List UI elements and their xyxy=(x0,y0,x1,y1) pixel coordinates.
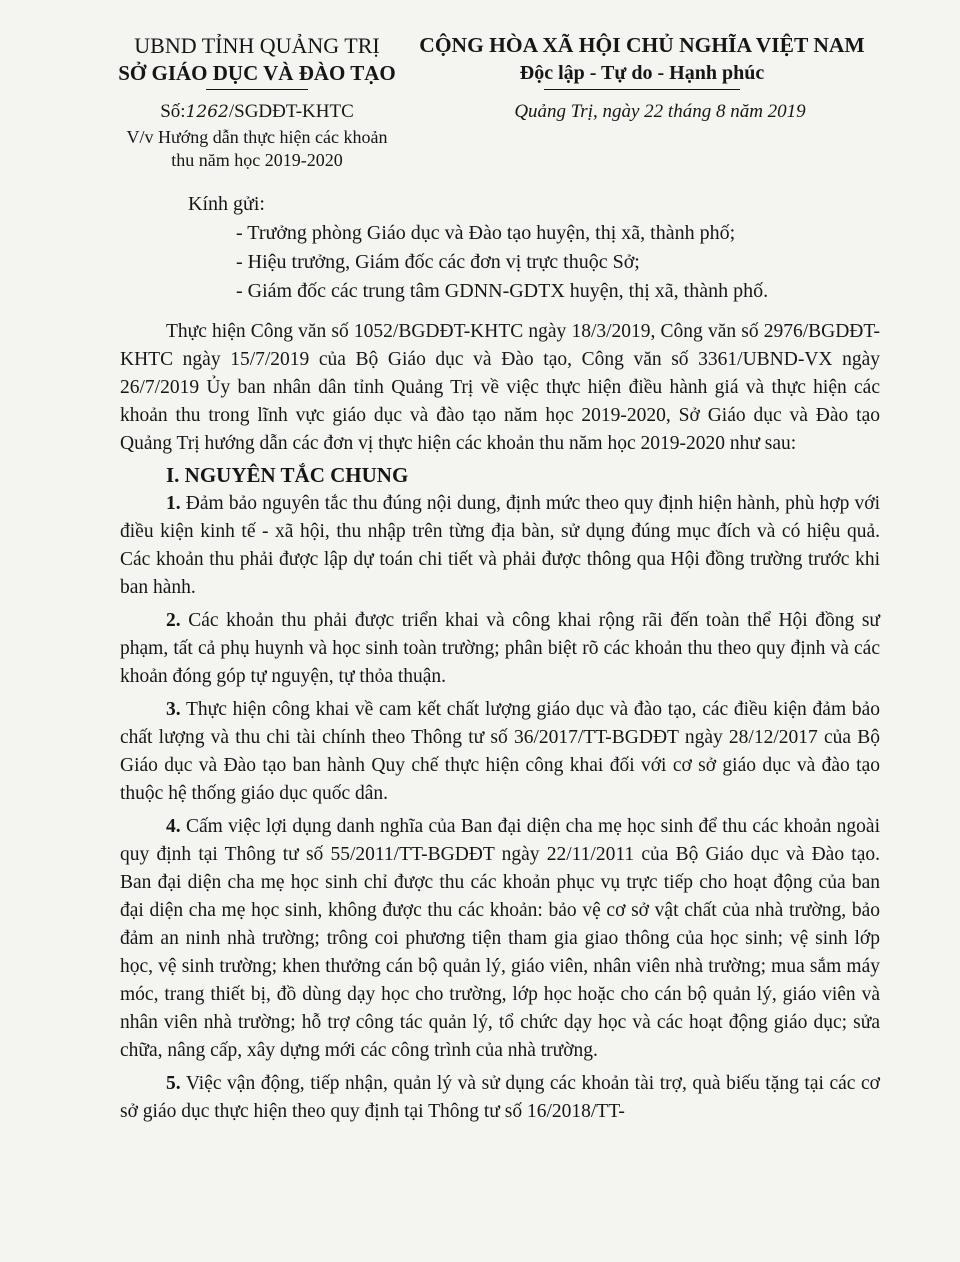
recipients-block xyxy=(188,190,768,306)
subject-line: thu năm học 2019-2020 xyxy=(171,150,343,170)
national-header xyxy=(402,32,882,90)
number-prefix: Số: xyxy=(160,101,186,122)
recipient-item: - Giám đốc các trung tâm GDNN-GDTX huyện, thị xã, thành phố. xyxy=(236,280,769,302)
item-number: 3. xyxy=(166,699,181,720)
item-text: Cấm việc lợi dụng danh nghĩa của Ban đại diện cha mẹ học sinh để thu các khoản ngoài quy định tại Thông tư số 55/2011/TT-BGDĐT ngày 22/11/2011 của Bộ Giáo dục và Đào tạo. Ban đại diện cha mẹ học sinh chỉ được thu các khoản phục vụ trực tiếp cho hoạt động của ban đại diện cha mẹ học sinh, không được thu các khoản: bảo vệ cơ sở vật chất của nhà trường, bảo đảm an ninh nhà trường; trông coi phương tiện tham gia giao thông của học sinh; vệ sinh lớp học, vệ sinh trường; khen thưởng cán bộ quản lý, giáo viên, nhân viên nhà trường; mua sắm máy móc, trang thiết bị, đồ dùng dạy học cho trường, lớp học hoặc cho cán bộ quản lý, giáo viên và nhân viên nhà trường; hỗ trợ công tác quản lý, tổ chức dạy học và các hoạt động giáo dục; sửa chữa, nâng cấp, xây dựng mới các công trình của nhà trường. xyxy=(120,816,880,1061)
item-number: 2. xyxy=(166,610,181,631)
item-number: 4. xyxy=(166,816,181,837)
item-text: Thực hiện công khai về cam kết chất lượng giáo dục và đào tạo, các điều kiện đảm bảo chất lượng và thu chi tài chính theo Thông tư số 36/2017/TT-BGDĐT ngày 28/12/2017 của Bộ Giáo dục và Đào tạo ban hành Quy chế thực hiện công khai đối với cơ sở giáo dục và đào tạo thuộc hệ thống giáo dục quốc dân. xyxy=(120,699,880,804)
document-number xyxy=(92,100,422,124)
date-line xyxy=(470,100,850,124)
item-text: Các khoản thu phải được triển khai và công khai rộng rãi đến toàn thể Hội đồng sư phạm, tất cả phụ huynh và học sinh toàn trường; phân biệt rõ các khoản thu theo quy định và các khoản đóng góp tự nguyện, tự thỏa thuận. xyxy=(120,610,880,687)
subject-line: V/v Hướng dẫn thực hiện các khoản xyxy=(126,127,388,147)
date-prefix: Quảng Trị, ngày xyxy=(514,101,640,122)
national-motto: Độc lập - Tự do - Hạnh phúc xyxy=(519,62,765,84)
recipient-item: - Hiệu trưởng, Giám đốc các đơn vị trực thuộc Sở; xyxy=(236,251,640,273)
document-body xyxy=(120,318,880,1126)
recipient-item: - Trưởng phòng Giáo dục và Đào tạo huyện, thị xã, thành phố; xyxy=(236,222,736,244)
handwritten-day: 22 xyxy=(644,101,664,122)
national-title: CỘNG HÒA XÃ HỘI CHỦ NGHĨA VIỆT NAM xyxy=(419,33,865,57)
principle-item-1 xyxy=(120,490,880,602)
number-code: /SGDĐT-KHTC xyxy=(228,101,354,122)
document-subject xyxy=(92,126,422,172)
date-suffix: tháng 8 năm 2019 xyxy=(667,101,806,122)
intro-paragraph: Thực hiện Công văn số 1052/BGDĐT-KHTC ngày 18/3/2019, Công văn số 2976/BGDĐT-KHTC ngày 15/7/2019 của Bộ Giáo dục và Đào tạo, Công văn số 3361/UBND-VX ngày 26/7/2019 Ủy ban nhân dân tỉnh Quảng Trị về việc thực hiện điều hành giá và thực hiện các khoản thu trong lĩnh vực giáo dục và đào tạo năm học 2019-2020, Sở Giáo dục và Đào tạo Quảng Trị hướng dẫn các đơn vị thực hiện các khoản thu năm học 2019-2020 như sau: xyxy=(120,321,880,454)
recipients-label: Kính gửi: xyxy=(188,193,265,215)
item-number: 1. xyxy=(166,493,181,514)
principle-item-3 xyxy=(120,696,880,808)
issuer-header xyxy=(92,32,422,90)
principle-item-2 xyxy=(120,607,880,691)
principle-item-5 xyxy=(120,1070,880,1126)
item-text: Việc vận động, tiếp nhận, quản lý và sử dụng các khoản tài trợ, quà biếu tặng tại các cơ sở giáo dục thực hiện theo quy định tại Thông tư số 16/2018/TT- xyxy=(120,1073,880,1122)
department-name: SỞ GIÁO DỤC VÀ ĐÀO TẠO xyxy=(118,61,396,85)
handwritten-number: 1262 xyxy=(185,102,229,122)
department-underline xyxy=(206,89,308,90)
motto-underline xyxy=(544,89,740,90)
section-heading: I. NGUYÊN TẮC CHUNG xyxy=(166,463,409,487)
item-text: Đảm bảo nguyên tắc thu đúng nội dung, định mức theo quy định hiện hành, phù hợp với điều kiện kinh tế - xã hội, thu nhập trên từng địa bàn, sử dụng đúng mục đích và có hiệu quả. Các khoản thu phải được lập dự toán chi tiết và phải được thông qua Hội đồng trường trước khi ban hành. xyxy=(120,493,880,598)
item-number: 5. xyxy=(166,1073,181,1094)
principle-item-4 xyxy=(120,813,880,1065)
agency-name: UBND TỈNH QUẢNG TRỊ xyxy=(134,33,380,58)
